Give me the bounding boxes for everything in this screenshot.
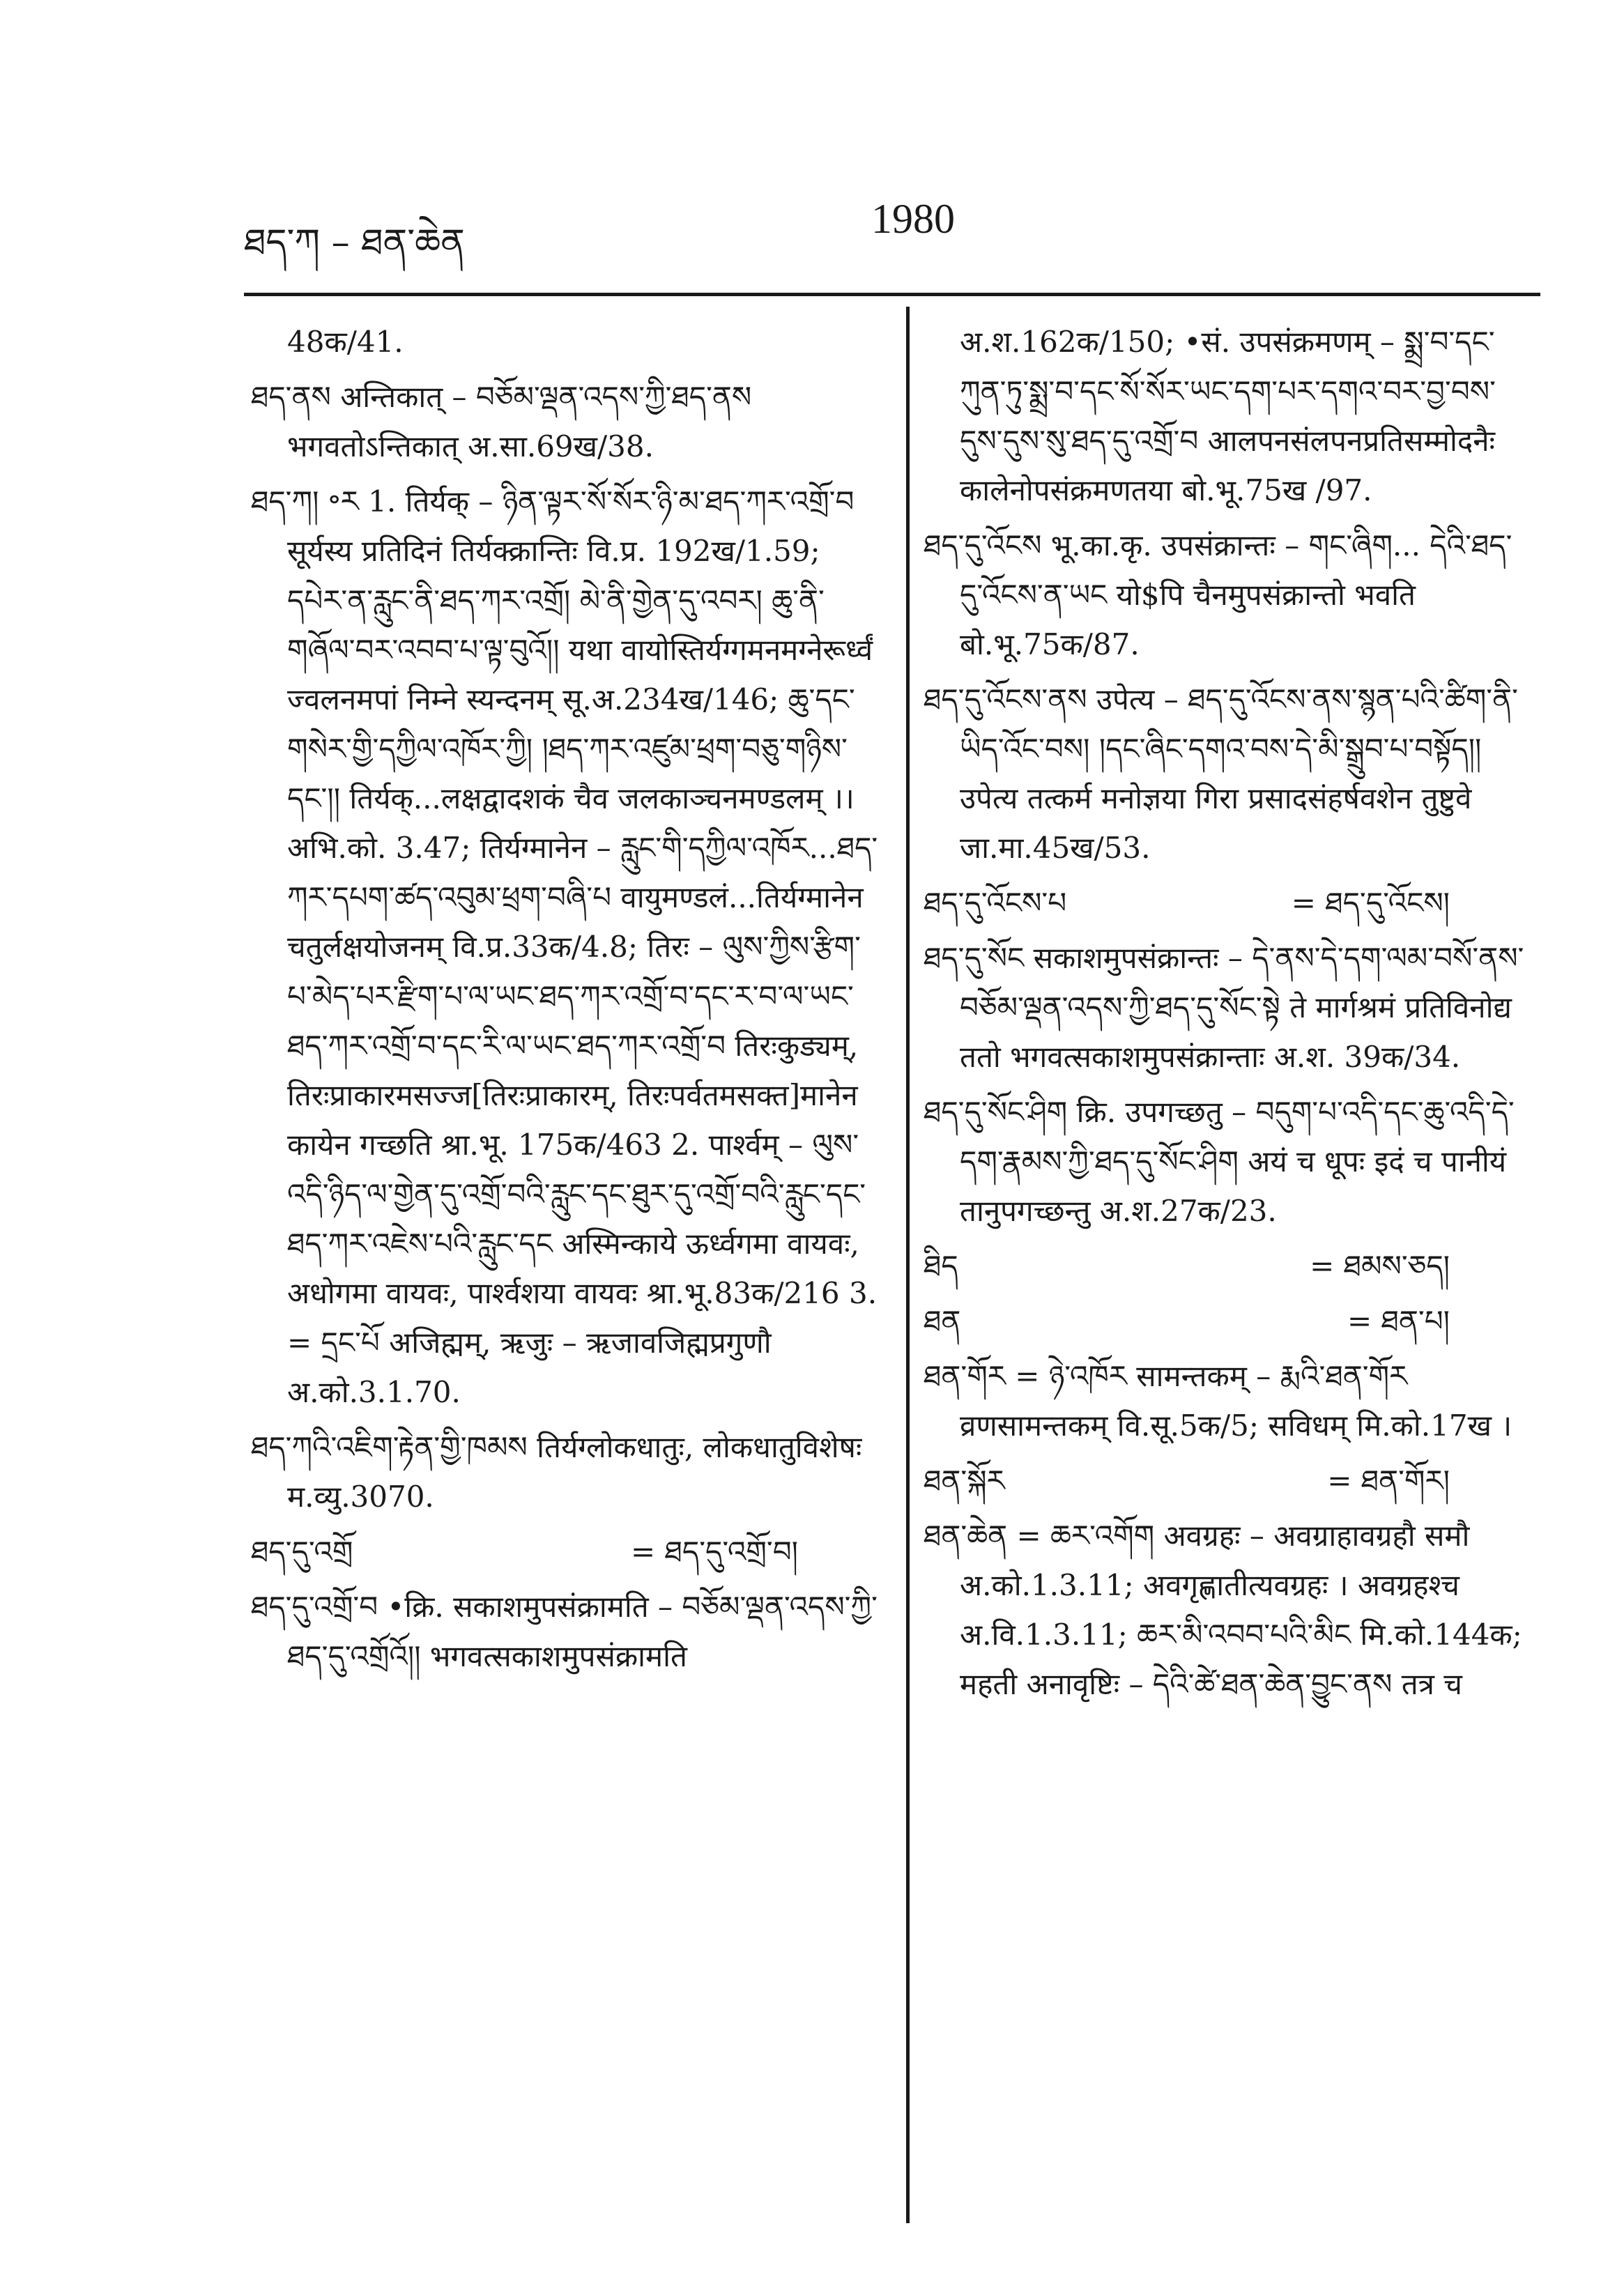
equivalent: = ཐད་དུ་འགྲོ་བ། — [630, 1535, 798, 1569]
column-divider — [906, 307, 910, 2223]
equivalent: = ཐད་དུ་འོངས། — [1291, 886, 1450, 920]
entry: अ.श.162क/150; •सं. उपसंक्रमणम् – སྨྲ་བ་དང་ཀུན་ཏུ་སྨྲ་བ་དང་སོ་སོར་ཡང་དག་པར་དགའ་བར་བྱ་བས་དུས་དུས་སུ་ཐད་དུ་འགྲོ་བ आलपनसंलपनप्रतिसम्मोदनैः कालेनोपसंक्रमणतया बो.भू.75ख /97. — [960, 325, 1496, 507]
header-rule — [244, 293, 1540, 296]
equivalent: = ཐམས་ཅད། — [1310, 1249, 1450, 1283]
headword: ཐིད — [924, 1249, 958, 1283]
headword: ཐན་སྐོར — [924, 1464, 1005, 1498]
cross-reference — [924, 1296, 1533, 1346]
left-column — [251, 317, 882, 1687]
cross-reference — [251, 1527, 882, 1576]
entry: ཐད་ནས अन्तिकात् – བཅོམ་ལྡན་འདས་ཀྱི་ཐད་ནས भगवतोऽन्तिकात् अ.सा.69ख/38. — [251, 380, 752, 463]
headword: ཐན — [924, 1304, 961, 1338]
entry: 48क/41. — [287, 325, 404, 359]
running-headword: ཐད་ཀ – ཐན་ཆེན — [244, 222, 465, 263]
cross-reference — [924, 878, 1533, 928]
entry: ཐད་དུ་འོངས་ནས उपेत्य – ཐད་དུ་འོངས་ནས་སྙན་པའི་ཚིག་ནི་ཡིད་འོང་བས། །དང་ཞིང་དགའ་བས་དེ་མི་སྒྲུབ་པ་བསྟོད།། उपेत्य तत्कर्म मनोज्ञया गिरा प्रसादसंहर्षवशेन तुष्टुवे जा.मा.45ख/53. — [924, 682, 1518, 865]
right-column — [924, 317, 1533, 1714]
page-number: 1980 — [871, 196, 955, 242]
entry: ཐད་དུ་འོངས भू.का.कृ. उपसंक्रान्तः – གང་ཞིག... དེའི་ཐད་དུ་འོངས་ན་ཡང यो$पि चैनमुपसंक्रान्तो भवति बो.भू.75क/87. — [924, 528, 1512, 661]
entry: ཐད་ཀའི་འཇིག་རྟེན་གྱི་ཁམས तिर्यग्लोकधातुः, लोकधातुविशेषः म.व्यु.3070. — [251, 1430, 862, 1514]
page-header — [244, 195, 1561, 272]
equivalent: = ཐན་གོར། — [1327, 1464, 1450, 1498]
entry: ཐན་གོར = ཉེ་འཁོར सामन्तकम् – རྨའི་ཐན་གོར व्रणसामन्तकम् वि.सू.5क/5; सविधम् मि.को.17ख । — [924, 1359, 1512, 1443]
cross-reference — [924, 1241, 1533, 1291]
entry: ཐད་ཀ། ॰ར 1. तिर्यक् – ཉིན་ལྟར་སོ་སོར་ཉི་མ་ཐད་ཀར་འགྲོ་བ सूर्यस्य प्रतिदिनं तिर्यक्क्रान्तिः वि.प्र. 192ख/1.59; དཔེར་ན་རླུང་ནི་ཐད་ཀར་འགྲོ། མེ་ནི་གྱེན་དུ་འབར། ཆུ་ནི་གཞོལ་བར་འབབ་པ་ལྟ་བུའོ།། यथा वायोस्तिर्यग्गमनमग्नेरूर्ध्वं ज्वलनमपां निम्ने स्यन्दनम् सू.अ.234ख/146; ཆུ་དང་གསེར་གྱི་དཀྱིལ་འཁོར་ཀྱི། །ཐད་ཀར་འཛུམ་ཕྲག་བཅུ་གཉིས་དང་།། तिर्यक्...लक्षद्वादशकं चैव जलकाञ्चनमण्डलम् ।। अभि.को. 3.47; तिर्यग्मानेन – རླུང་གི་དཀྱིལ་འཁོར...ཐད་ཀར་དཔག་ཚད་འབུམ་ཕྲག་བཞི་པ वायुमण्डलं...तिर्यग्मानेन चतुर्लक्षयोजनम् वि.प्र.33क/4.8; तिरः – ལུས་ཀྱིས་རྩིག་པ་མེད་པར་རྫིག་པ་ལ་ཡང་ཐད་ཀར་འགྲོ་བ་དང་ར་བ་ལ་ཡང་ཐད་ཀར་འགྲོ་བ་དང་རི་ལ་ཡང་ཐད་ཀར་འགྲོ་བ तिरःकुड्यम्, तिरःप्राकारमसज्ज[तिरःप्राकारम्, तिरःपर्वतमसक्त]मानेन कायेन गच्छति श्रा.भू. 175क/463 2. पार्श्वम् – ལུས་འདི་ཉིད་ལ་གྱེན་དུ་འགྲོ་བའི་རླུང་དང་ཐུར་དུ་འགྲོ་བའི་རླུང་དང་ཐད་ཀར་འཇེས་པའི་རླུང་དང अस्मिन्काये ऊर्ध्वगमा वायवः, अधोगमा वायवः, पार्श्वशया वायवः श्रा.भू.83क/216 3. = དྲང་པོ अजिह्मम्, ऋजुः – ऋजावजिह्मप्रगुणौ अ.को.3.1.70. — [251, 484, 878, 1409]
equivalent: = ཐན་པ། — [1347, 1304, 1450, 1338]
entry: ཐན་ཆེན = ཆར་འགོག अवग्रहः – अवग्राहावग्रहौ समौ अ.को.1.3.11; अवगृह्णातीत्यवग्रहः । अवग्रहश्च अ.वि.1.3.11; ཆར་མི་འབབ་པའི་མིང मि.को.144क; महती अनावृष्टिः – དེའི་ཚེ་ཐན་ཆེན་བྱུང་ནས तत्र च — [924, 1519, 1522, 1701]
headword: ཐད་དུ་འོངས་པ — [924, 886, 1067, 920]
headword: ཐད་དུ་འགྲོ — [251, 1535, 353, 1569]
entry: ཐད་དུ་སོང सकाशमुपसंक्रान्तः – དེ་ནས་དེ་དག་ལམ་བསོ་ནས་བཅོམ་ལྡན་འདས་ཀྱི་ཐད་དུ་སོང་སྟེ ते मार्गश्रमं प्रतिविनोद्य ततो भगवत्सकाशमुपसंक्रान्ताः अ.श. 39क/34. — [924, 941, 1524, 1074]
entry: ཐད་དུ་སོང་ཤིག क्रि. उपगच्छतु – བདུག་པ་འདི་དང་ཆུ་འདི་དེ་དག་རྣམས་ཀྱི་ཐད་དུ་སོང་ཤིག अयं च धूपः इदं च पानीयं तानुपगच्छन्तु अ.श.27क/23. — [924, 1095, 1515, 1228]
entry: ཐད་དུ་འགྲོ་བ •क्रि. सकाशमुपसंक्रामति – བཅོམ་ལྡན་འདས་ཀྱི་ཐད་དུ་འགྲོའོ།། भगवत्सकाशमुपसंक्रामति — [251, 1590, 878, 1673]
cross-reference — [924, 1456, 1533, 1505]
